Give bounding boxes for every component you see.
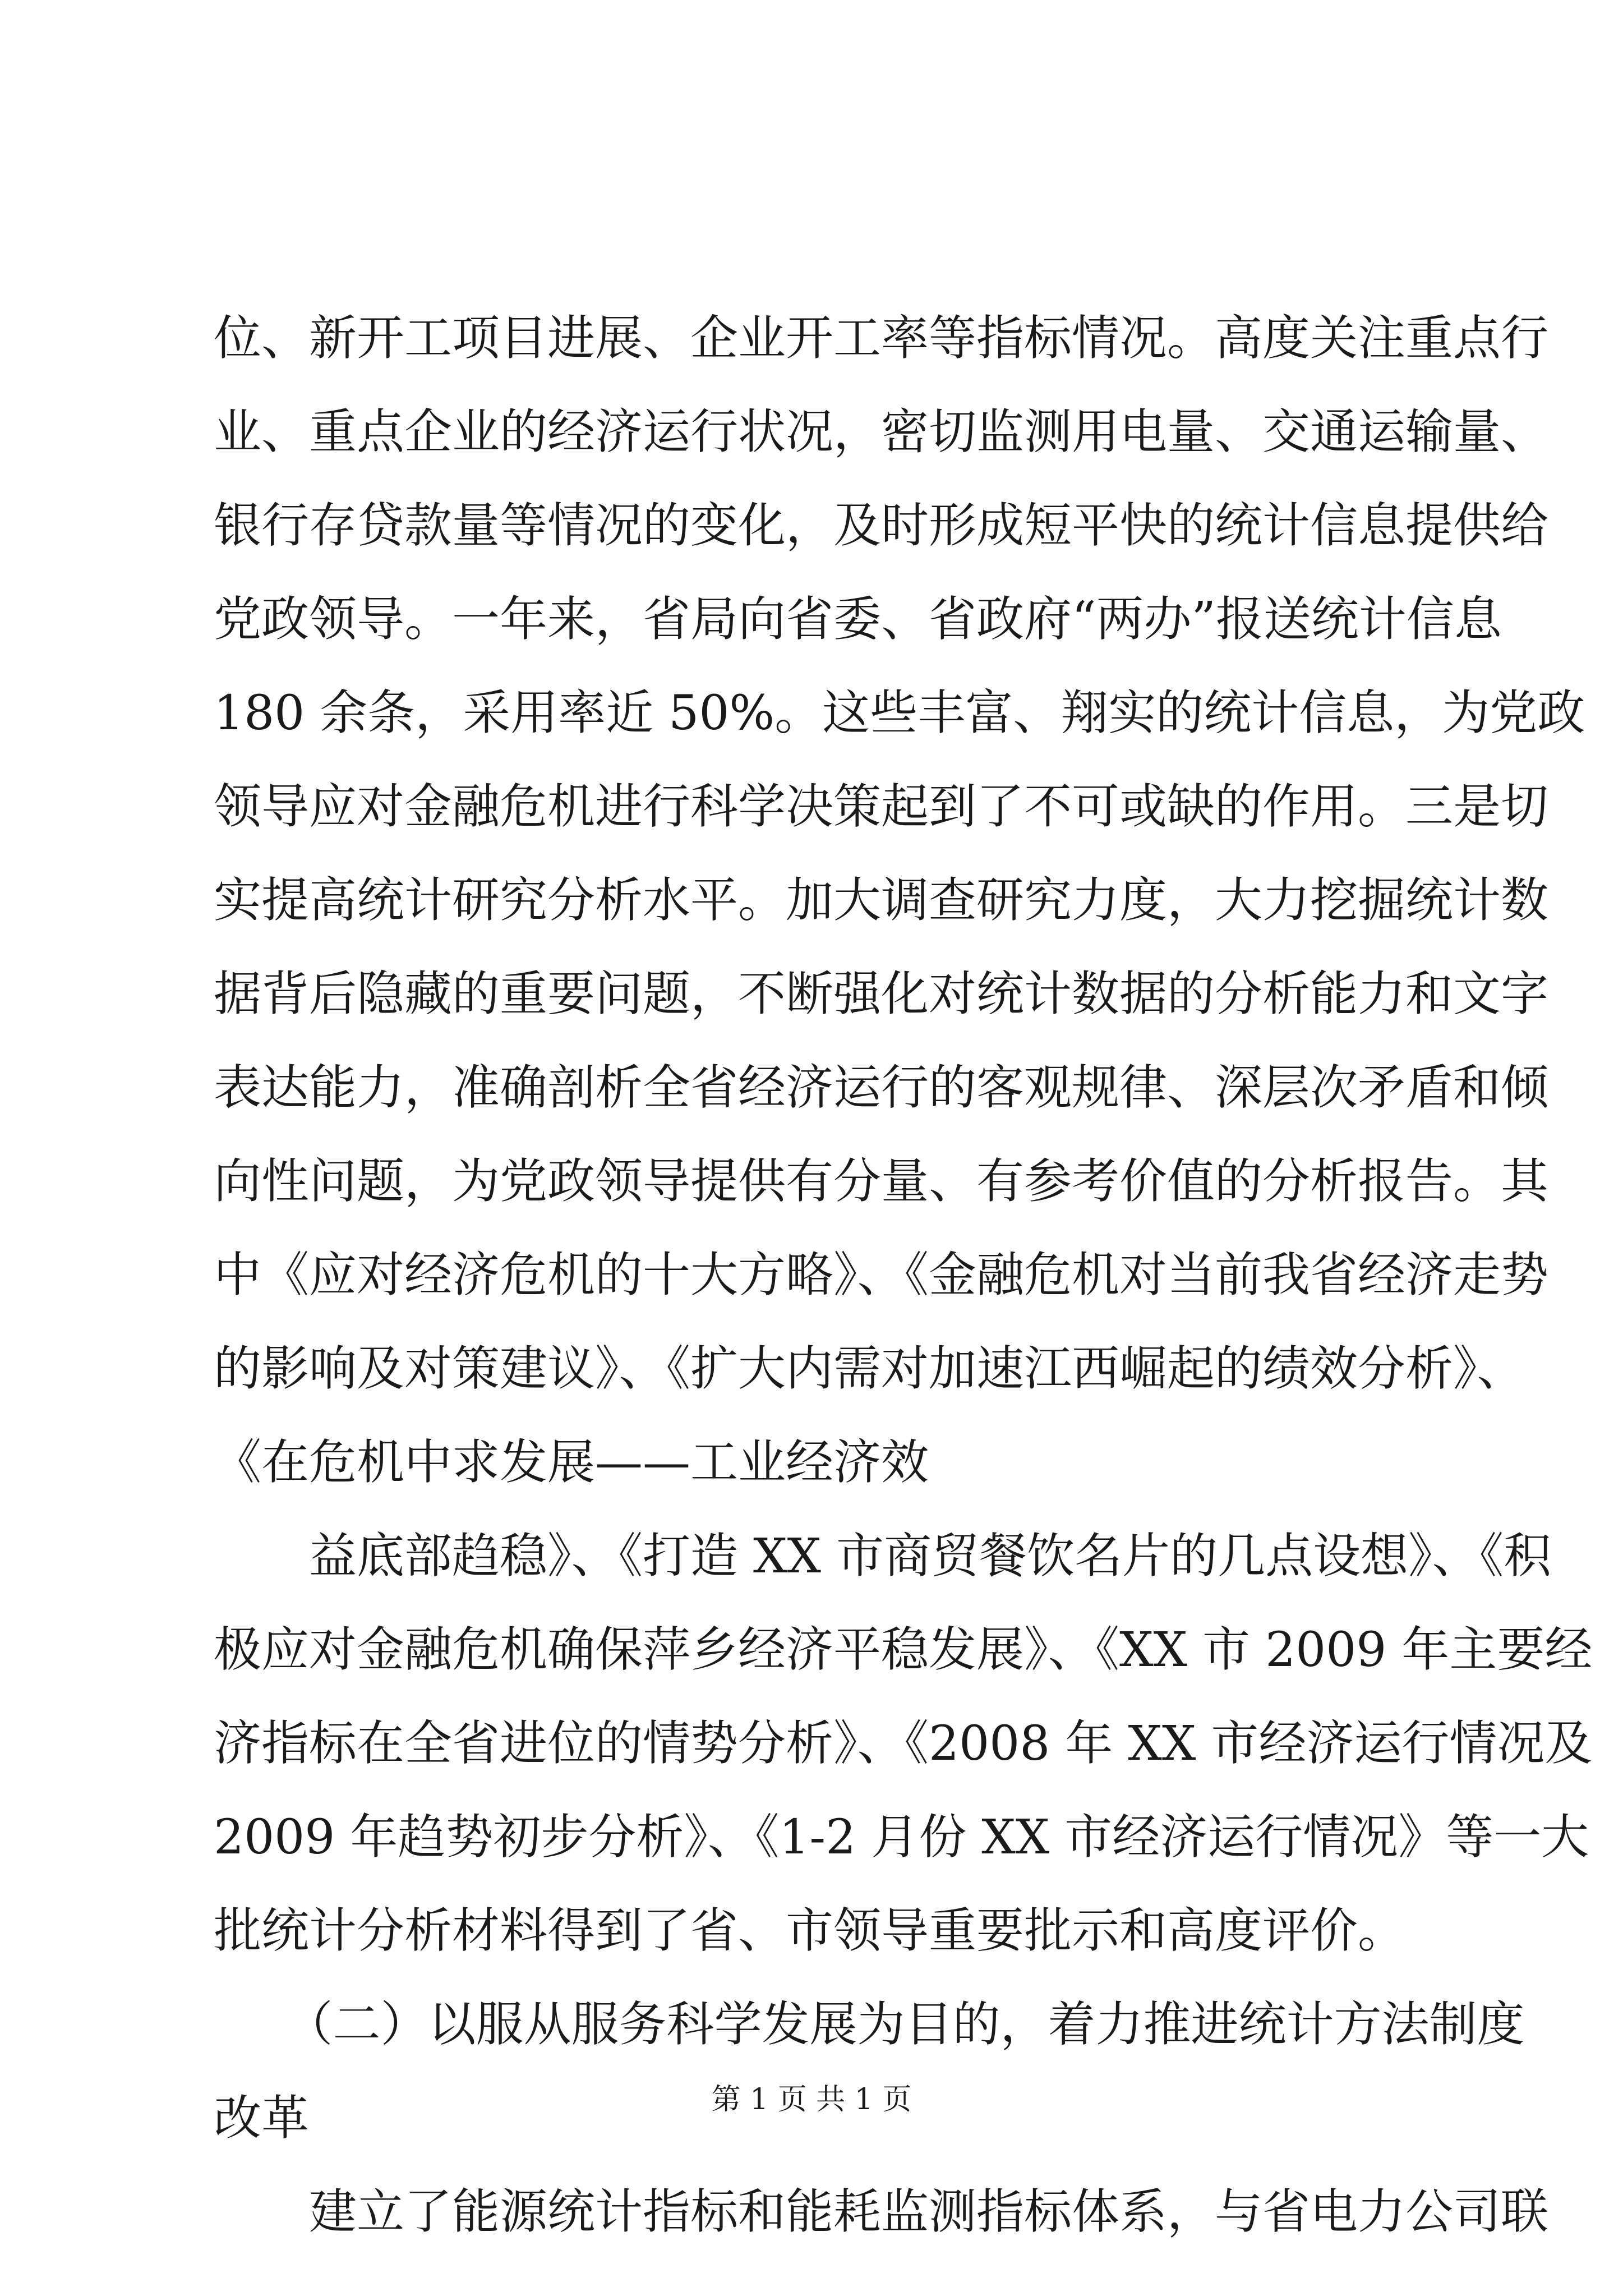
- body-line: 位、新开工项目进展、企业开工率等指标情况。高度关注重点行: [214, 311, 1549, 366]
- body-line: 业、重点企业的经济运行状况，密切监测用电量、交通运输量、: [214, 404, 1549, 460]
- body-line: 中《应对经济危机的十大方略》、《金融危机对当前我省经济走势: [214, 1248, 1549, 1303]
- body-line: 党政领导。一年来，省局向省委、省政府“两办”报送统计信息: [214, 592, 1502, 647]
- body-line: 表达能力，准确剖析全省经济运行的客观规律、深层次矛盾和倾: [214, 1060, 1549, 1116]
- body-line: 《在危机中求发展——工业经济效: [214, 1435, 929, 1490]
- body-line: 2009 年趋势初步分析》、《1-2 月份 XX 市经济运行情况》等一大: [214, 1810, 1589, 1865]
- body-line: 极应对金融危机确保萍乡经济平稳发展》、《XX 市 2009 年主要经: [214, 1622, 1593, 1678]
- section-heading-line: 改革: [214, 2091, 310, 2146]
- body-line: 批统计分析材料得到了省、市领导重要批示和高度评价。: [214, 1903, 1406, 1959]
- body-line: 益底部趋稳》、《打造 XX 市商贸餐饮名片的几点设想》、《积: [214, 1529, 1552, 1584]
- page-number-label: 第 1 页 共 1 页: [711, 2083, 912, 2116]
- body-line: 180 余条，采用率近 50%。这些丰富、翔实的统计信息，为党政: [214, 685, 1585, 741]
- body-line: 济指标在全省进位的情势分析》、《2008 年 XX 市经济运行情况及: [214, 1716, 1593, 1772]
- body-line: 领导应对金融危机进行科学决策起到了不可或缺的作用。三是切: [214, 779, 1549, 835]
- section-heading-line: （二）以服从服务科学发展为目的，着力推进统计方法制度: [214, 1997, 1525, 2053]
- page-footer: [0, 2076, 1623, 2118]
- body-line: 实提高统计研究分析水平。加大调查研究力度，大力挖掘统计数: [214, 873, 1549, 928]
- document-body: [214, 292, 1593, 2259]
- body-line: 据背后隐藏的重要问题，不断强化对统计数据的分析能力和文字: [214, 967, 1549, 1022]
- body-line: 银行存贷款量等情况的变化，及时形成短平快的统计信息提供给: [214, 498, 1549, 554]
- body-line: 向性问题，为党政领导提供有分量、有参考价值的分析报告。其: [214, 1154, 1549, 1209]
- body-line: 建立了能源统计指标和能耗监测指标体系，与省电力公司联: [214, 2184, 1549, 2240]
- body-line: 的影响及对策建议》、《扩大内需对加速江西崛起的绩效分析》、: [214, 1341, 1525, 1397]
